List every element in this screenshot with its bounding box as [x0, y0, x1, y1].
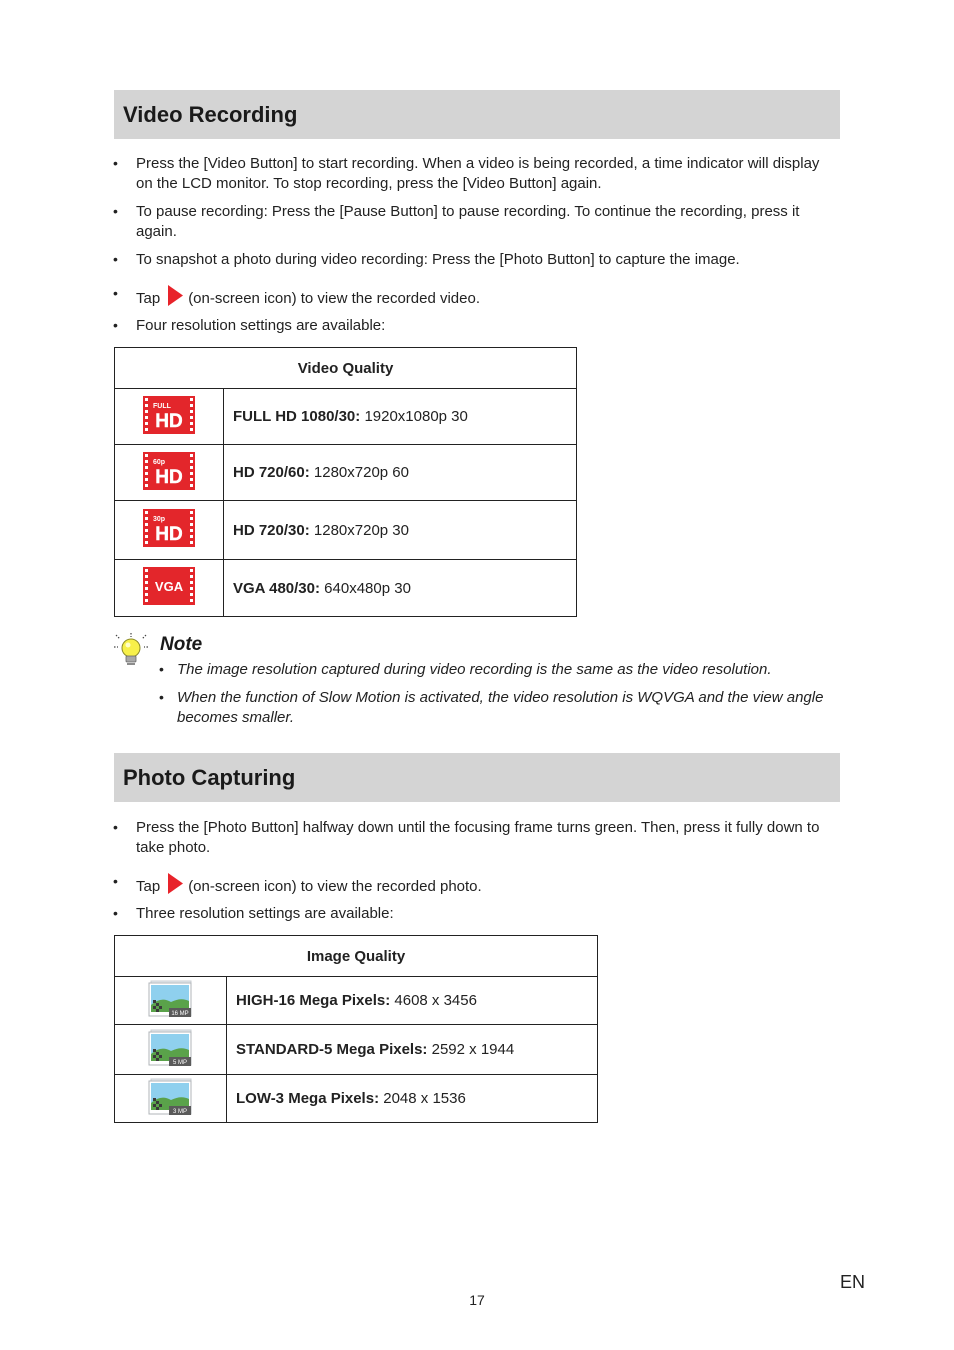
quality-label: STANDARD-5 Mega Pixels:	[236, 1041, 428, 1058]
table-row	[115, 977, 598, 1025]
video-recording-heading	[114, 90, 840, 139]
list-item: • The image resolution captured during video recording is the same as the video resolution.	[158, 660, 840, 680]
image-3mp-icon	[115, 1075, 227, 1123]
list-item: • To pause recording: Press the [Pause Button] to pause recording. To continue the recording, press it again.	[112, 202, 840, 241]
icon-main-label: VGA	[154, 579, 184, 594]
image-16mp-icon	[115, 977, 227, 1025]
tap-text: Tap	[136, 878, 161, 895]
quality-label: FULL HD 1080/30:	[233, 408, 361, 425]
video-quality-cell	[224, 389, 577, 445]
image-quality-table	[114, 935, 598, 1123]
play-icon	[166, 284, 184, 307]
list-item: • When the function of Slow Motion is activated, the video resolution is WQVGA and the view angle becomes smaller.	[158, 688, 840, 727]
image-quality-cell	[227, 977, 598, 1025]
list-item	[112, 872, 840, 897]
tap-description: (on-screen icon) to view the recorded photo.	[188, 878, 482, 895]
mp-badge: 16 MP	[170, 1010, 189, 1017]
list-item: • Three resolution settings are available:	[112, 904, 840, 924]
video-quality-table	[114, 347, 577, 617]
icon-main-label: HD	[155, 524, 183, 545]
table-row	[115, 389, 577, 445]
table-row	[115, 445, 577, 501]
table-row	[115, 560, 577, 617]
mp-badge: 3 MP	[172, 1108, 187, 1115]
video-quality-cell	[224, 501, 577, 560]
mp-badge: 5 MP	[172, 1059, 187, 1066]
table-row	[115, 501, 577, 560]
quality-value: 640x480p 30	[324, 579, 411, 597]
table-row	[115, 1075, 598, 1123]
quality-value: 1280x720p 60	[313, 464, 409, 481]
icon-top-label: 60p	[153, 458, 166, 466]
image-quality-cell	[227, 1075, 598, 1123]
list-item: • Press the [Video Button] to start recording. When a video is being recorded, a time indicator will display on the LCD monitor. To stop recording, press the [Video Button] again.	[112, 154, 840, 193]
full-hd-icon	[115, 389, 224, 445]
hd-60p-icon	[115, 445, 224, 501]
image-quality-cell	[227, 1025, 598, 1075]
table-row	[115, 1025, 598, 1075]
icon-top-label: 30p	[153, 516, 166, 523]
note-title: Note	[160, 634, 203, 655]
list-item: • Press the [Photo Button] halfway down until the focusing frame turns green. Then, press it fully down to take photo.	[112, 818, 840, 857]
photo-capturing-heading	[114, 753, 840, 802]
icon-top-label: FULL	[153, 402, 171, 410]
quality-value: 1280x720p 30	[313, 521, 409, 539]
video-recording-title: Video Recording	[123, 101, 298, 127]
hd-30p-icon	[115, 501, 224, 560]
tap-text: Tap	[136, 290, 161, 307]
play-icon	[166, 872, 184, 895]
photo-capturing-title: Photo Capturing	[123, 764, 296, 790]
vga-icon	[115, 560, 224, 617]
lightbulb-icon	[114, 633, 148, 667]
quality-value: 2592 x 1944	[431, 1041, 515, 1058]
image-quality-header: Image Quality	[115, 936, 598, 977]
list-item	[112, 284, 840, 309]
quality-value: 4608 x 3456	[394, 992, 477, 1009]
quality-label: HD 720/30:	[233, 521, 310, 539]
video-quality-header: Video Quality	[115, 348, 577, 389]
list-item: • To snapshot a photo during video recording: Press the [Photo Button] to capture the image.	[112, 250, 840, 270]
image-5mp-icon	[115, 1025, 227, 1075]
page-number: 17	[469, 1292, 485, 1308]
quality-label: HIGH-16 Mega Pixels:	[236, 992, 391, 1009]
list-item: • Four resolution settings are available:	[112, 316, 840, 336]
video-quality-cell	[224, 560, 577, 617]
icon-main-label: HD	[155, 410, 183, 432]
language-code: EN	[840, 1272, 866, 1292]
quality-label: LOW-3 Mega Pixels:	[236, 1090, 380, 1107]
quality-label: VGA 480/30:	[233, 579, 320, 597]
video-quality-cell	[224, 445, 577, 501]
icon-main-label: HD	[155, 466, 183, 488]
quality-value: 2048 x 1536	[383, 1090, 466, 1107]
quality-value: 1920x1080p 30	[364, 408, 468, 425]
quality-label: HD 720/60:	[233, 464, 310, 481]
tap-description: (on-screen icon) to view the recorded video.	[188, 290, 480, 307]
